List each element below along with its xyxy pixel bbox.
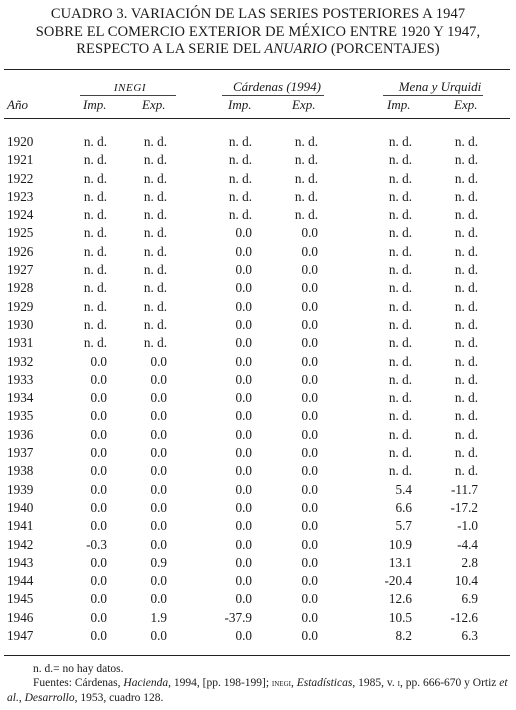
value-cell: 1.9 [150, 609, 167, 625]
value-cell: n. d. [83, 207, 107, 223]
value-cell: n. d. [388, 298, 412, 314]
value-cell: n. d. [388, 390, 412, 406]
table-row [0, 628, 516, 646]
value-cell: 0.0 [301, 408, 318, 424]
value-cell: n. d. [454, 134, 478, 149]
value-cell: 0.0 [235, 316, 252, 332]
value-cell: 0.0 [235, 225, 252, 241]
value-cell: 13.1 [388, 554, 412, 570]
value-cell: 0.0 [235, 554, 252, 570]
value-cell: 6.3 [461, 628, 478, 644]
table-row [0, 591, 516, 609]
value-cell: 0.0 [301, 316, 318, 332]
year-cell: 1921 [7, 152, 34, 168]
year-cell: 1927 [7, 262, 34, 278]
value-cell: n. d. [454, 335, 478, 351]
table-row [0, 500, 516, 518]
value-cell: 0.0 [150, 628, 167, 644]
value-cell: 0.0 [235, 628, 252, 644]
title-line-1: CUADRO 3. VARIACIÓN DE LAS SERIES POSTERIORES A 1947 [50, 6, 466, 22]
value-cell: 0.0 [235, 353, 252, 369]
table-row [0, 354, 516, 372]
value-cell: n. d. [143, 188, 167, 204]
value-cell: 0.0 [90, 591, 107, 607]
value-cell: 5.7 [395, 518, 412, 534]
header-rule [4, 118, 510, 119]
value-cell: n. d. [143, 280, 167, 296]
value-cell: n. d. [83, 280, 107, 296]
value-cell: n. d. [454, 426, 478, 442]
year-cell: 1939 [7, 481, 34, 497]
table-row [0, 573, 516, 591]
value-cell: 0.0 [90, 426, 107, 442]
value-cell: 0.0 [150, 481, 167, 497]
value-cell: n. d. [454, 280, 478, 296]
value-cell: n. d. [388, 207, 412, 223]
year-cell: 1936 [7, 426, 34, 442]
year-cell: 1943 [7, 554, 34, 570]
year-cell: 1947 [7, 628, 34, 644]
value-cell: 0.0 [150, 371, 167, 387]
value-cell: 6.9 [461, 591, 478, 607]
table-row [0, 280, 516, 298]
value-cell: 0.0 [90, 463, 107, 479]
value-cell: n. d. [83, 188, 107, 204]
value-cell: -17.2 [450, 499, 478, 515]
year-cell: 1937 [7, 445, 34, 461]
value-cell: n. d. [454, 225, 478, 241]
value-cell: 0.0 [301, 463, 318, 479]
value-cell: 0.0 [90, 371, 107, 387]
year-cell: 1938 [7, 463, 34, 479]
value-cell: 0.0 [235, 499, 252, 515]
value-cell: 0.0 [90, 518, 107, 534]
value-cell: n. d. [143, 243, 167, 259]
value-cell: n. d. [388, 316, 412, 332]
value-cell: n. d. [228, 134, 252, 149]
footnote-nd: n. d.= no hay datos. [33, 663, 124, 675]
value-cell: 0.0 [301, 280, 318, 296]
value-cell: n. d. [388, 152, 412, 168]
year-cell: 1920 [7, 134, 34, 149]
year-cell: 1933 [7, 371, 34, 387]
value-cell: 0.0 [235, 518, 252, 534]
value-cell: 0.0 [150, 536, 167, 552]
value-cell: 0.0 [301, 262, 318, 278]
value-cell: -20.4 [384, 573, 412, 589]
col-header-mena-imp: Imp. [387, 97, 411, 112]
value-cell: 0.0 [150, 591, 167, 607]
value-cell: 0.0 [235, 335, 252, 351]
value-cell: -11.7 [451, 481, 478, 497]
value-cell: n. d. [388, 463, 412, 479]
value-cell: 0.0 [301, 628, 318, 644]
table-row [0, 152, 516, 170]
value-cell: 0.0 [235, 371, 252, 387]
value-cell: 0.0 [301, 591, 318, 607]
value-cell: n. d. [454, 316, 478, 332]
value-cell: n. d. [454, 371, 478, 387]
value-cell: n. d. [83, 170, 107, 186]
value-cell: 0.9 [150, 554, 167, 570]
table-row [0, 445, 516, 463]
value-cell: n. d. [294, 207, 318, 223]
table-row [0, 482, 516, 500]
value-cell: 0.0 [90, 408, 107, 424]
table-row [0, 555, 516, 573]
value-cell: -12.6 [450, 609, 478, 625]
value-cell: 0.0 [90, 481, 107, 497]
table-row [0, 390, 516, 408]
value-cell: n. d. [83, 335, 107, 351]
year-cell: 1941 [7, 518, 34, 534]
year-cell: 1922 [7, 170, 34, 186]
value-cell: n. d. [388, 188, 412, 204]
table-row [0, 189, 516, 207]
value-cell: n. d. [143, 316, 167, 332]
value-cell: 0.0 [301, 298, 318, 314]
col-header-cardenas-imp: Imp. [228, 97, 252, 112]
value-cell: 0.0 [235, 481, 252, 497]
value-cell: n. d. [83, 134, 107, 149]
value-cell: n. d. [388, 225, 412, 241]
value-cell: 0.0 [235, 591, 252, 607]
table-row [0, 134, 516, 152]
value-cell: 0.0 [301, 554, 318, 570]
bottom-rule [4, 655, 510, 656]
value-cell: n. d. [294, 134, 318, 149]
table-row [0, 244, 516, 262]
value-cell: n. d. [83, 225, 107, 241]
footnotes [7, 662, 512, 705]
col-header-mena-exp: Exp. [454, 97, 478, 112]
value-cell: n. d. [83, 316, 107, 332]
table-title [0, 6, 516, 59]
value-cell: 6.6 [395, 499, 412, 515]
value-cell: 12.6 [388, 591, 412, 607]
value-cell: n. d. [454, 445, 478, 461]
year-cell: 1930 [7, 316, 34, 332]
table-row [0, 610, 516, 628]
value-cell: 0.0 [301, 371, 318, 387]
value-cell: n. d. [388, 134, 412, 149]
value-cell: 0.0 [235, 298, 252, 314]
value-cell: 0.0 [90, 499, 107, 515]
value-cell: 0.0 [150, 390, 167, 406]
value-cell: 0.0 [301, 573, 318, 589]
value-cell: 0.0 [90, 554, 107, 570]
value-cell: n. d. [454, 152, 478, 168]
table-row [0, 335, 516, 353]
value-cell: 0.0 [235, 445, 252, 461]
value-cell: n. d. [388, 408, 412, 424]
value-cell: 0.0 [301, 243, 318, 259]
value-cell: 10.5 [388, 609, 412, 625]
value-cell: 0.0 [150, 573, 167, 589]
value-cell: n. d. [228, 188, 252, 204]
group-mena-urquidi: Mena y Urquidi [398, 79, 482, 94]
year-cell: 1942 [7, 536, 34, 552]
year-cell: 1944 [7, 573, 34, 589]
value-cell: 0.0 [90, 445, 107, 461]
col-header-cardenas-exp: Exp. [292, 97, 316, 112]
value-cell: n. d. [83, 298, 107, 314]
value-cell: 0.0 [301, 536, 318, 552]
year-cell: 1940 [7, 499, 34, 515]
value-cell: n. d. [83, 262, 107, 278]
top-rule [4, 69, 510, 70]
value-cell: 0.0 [301, 335, 318, 351]
value-cell: n. d. [388, 353, 412, 369]
value-cell: n. d. [143, 207, 167, 223]
value-cell: n. d. [388, 445, 412, 461]
year-cell: 1928 [7, 280, 34, 296]
value-cell: n. d. [294, 188, 318, 204]
year-cell: 1923 [7, 188, 34, 204]
value-cell: n. d. [388, 426, 412, 442]
col-header-inegi-imp: Imp. [83, 97, 107, 112]
table-row [0, 463, 516, 481]
value-cell: n. d. [294, 170, 318, 186]
year-cell: 1934 [7, 390, 34, 406]
value-cell: 0.0 [235, 280, 252, 296]
table-row [0, 207, 516, 225]
value-cell: n. d. [388, 170, 412, 186]
value-cell: 0.0 [235, 536, 252, 552]
year-cell: 1945 [7, 591, 34, 607]
value-cell: 2.8 [461, 554, 478, 570]
value-cell: n. d. [143, 170, 167, 186]
group-underline-inegi [80, 95, 176, 96]
group-cardenas: Cárdenas (1994) [233, 79, 321, 94]
col-header-inegi-exp: Exp. [142, 97, 166, 112]
table-row [0, 537, 516, 555]
value-cell: n. d. [388, 371, 412, 387]
table-row [0, 518, 516, 536]
value-cell: 0.0 [235, 426, 252, 442]
value-cell: n. d. [454, 188, 478, 204]
value-cell: n. d. [228, 207, 252, 223]
value-cell: -0.3 [86, 536, 107, 552]
value-cell: 5.4 [395, 481, 412, 497]
value-cell: n. d. [143, 134, 167, 149]
value-cell: n. d. [143, 298, 167, 314]
value-cell: 0.0 [301, 445, 318, 461]
value-cell: n. d. [228, 170, 252, 186]
value-cell: n. d. [454, 408, 478, 424]
anuario-italic: ANUARIO [264, 41, 328, 57]
value-cell: 0.0 [301, 609, 318, 625]
year-cell: 1946 [7, 609, 34, 625]
value-cell: n. d. [388, 243, 412, 259]
year-cell: 1929 [7, 298, 34, 314]
table-row [0, 427, 516, 445]
value-cell: 0.0 [150, 499, 167, 515]
value-cell: n. d. [143, 335, 167, 351]
year-cell: 1935 [7, 408, 34, 424]
table-row [0, 408, 516, 426]
value-cell: n. d. [454, 353, 478, 369]
value-cell: n. d. [454, 262, 478, 278]
value-cell: n. d. [83, 152, 107, 168]
value-cell: -4.4 [457, 536, 478, 552]
value-cell: n. d. [143, 225, 167, 241]
value-cell: 0.0 [235, 573, 252, 589]
value-cell: n. d. [454, 463, 478, 479]
year-cell: 1932 [7, 353, 34, 369]
value-cell: 0.0 [90, 609, 107, 625]
value-cell: n. d. [388, 335, 412, 351]
value-cell: 0.0 [150, 445, 167, 461]
value-cell: 0.0 [90, 628, 107, 644]
title-line-3: RESPECTO A LA SERIE DEL ANUARIO (PORCENTAJES) [76, 41, 440, 57]
value-cell: n. d. [388, 262, 412, 278]
value-cell: 10.9 [388, 536, 412, 552]
table-body [0, 134, 516, 646]
value-cell: n. d. [143, 152, 167, 168]
value-cell: 0.0 [301, 518, 318, 534]
year-cell: 1924 [7, 207, 34, 223]
group-underline-mena [383, 95, 483, 96]
value-cell: n. d. [294, 152, 318, 168]
value-cell: 0.0 [90, 390, 107, 406]
value-cell: 0.0 [301, 353, 318, 369]
value-cell: 10.4 [454, 573, 478, 589]
value-cell: n. d. [454, 390, 478, 406]
value-cell: 0.0 [150, 463, 167, 479]
title-line-2: SOBRE EL COMERCIO EXTERIOR DE MÉXICO ENTRE 1920 Y 1947, [35, 23, 481, 40]
year-cell: 1925 [7, 225, 34, 241]
table-row [0, 262, 516, 280]
value-cell: 0.0 [301, 225, 318, 241]
value-cell: n. d. [83, 243, 107, 259]
table-row [0, 299, 516, 317]
value-cell: 0.0 [235, 262, 252, 278]
value-cell: 0.0 [235, 408, 252, 424]
value-cell: 0.0 [235, 463, 252, 479]
value-cell: 0.0 [90, 353, 107, 369]
table-row [0, 372, 516, 390]
value-cell: 0.0 [90, 573, 107, 589]
year-cell: 1926 [7, 243, 34, 259]
value-cell: -37.9 [224, 609, 252, 625]
value-cell: n. d. [454, 207, 478, 223]
value-cell: 0.0 [235, 390, 252, 406]
value-cell: 0.0 [150, 353, 167, 369]
value-cell: n. d. [454, 170, 478, 186]
value-cell: n. d. [228, 152, 252, 168]
value-cell: 0.0 [150, 518, 167, 534]
value-cell: -1.0 [457, 518, 478, 534]
value-cell: n. d. [454, 243, 478, 259]
value-cell: 0.0 [235, 243, 252, 259]
footnote-sources: Fuentes: Cárdenas, Hacienda, 1994, [pp. 198-199]; inegi, Estadísticas, 1985, v. i, pp. 666-670 y Ortiz et al., Desarrollo, 1953, cuadro 128. [7, 677, 508, 704]
value-cell: 0.0 [150, 408, 167, 424]
group-underline-cardenas [222, 95, 324, 96]
value-cell: 0.0 [301, 426, 318, 442]
value-cell: n. d. [388, 280, 412, 296]
value-cell: 8.2 [395, 628, 412, 644]
col-header-year: Año [7, 97, 28, 112]
table-row [0, 317, 516, 335]
value-cell: 0.0 [150, 426, 167, 442]
value-cell: n. d. [143, 262, 167, 278]
group-inegi: INEGI [113, 82, 147, 94]
table-row [0, 171, 516, 189]
year-cell: 1931 [7, 335, 34, 351]
table-row [0, 225, 516, 243]
value-cell: 0.0 [301, 499, 318, 515]
value-cell: n. d. [454, 298, 478, 314]
value-cell: 0.0 [301, 481, 318, 497]
value-cell: 0.0 [301, 390, 318, 406]
